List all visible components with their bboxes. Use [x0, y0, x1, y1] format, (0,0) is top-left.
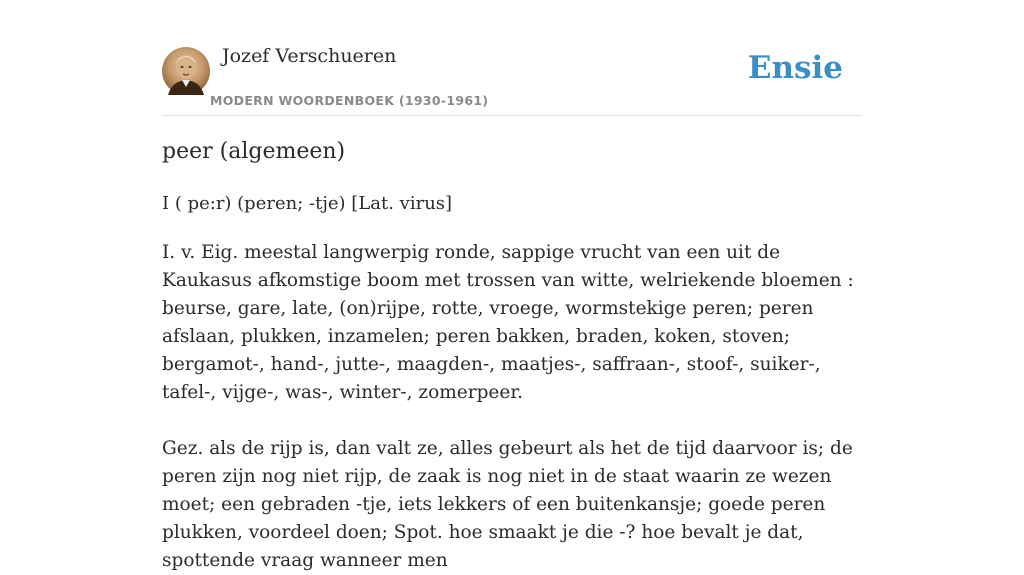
- brand-logo[interactable]: Ensie: [747, 50, 843, 86]
- entry-definition: [162, 239, 872, 575]
- header: [162, 0, 862, 116]
- definition-paragraph: Gez. als de rijp is, dan valt ze, alles gebeurt als het de tijd daarvoor is; de peren zijn nog niet rijp, de zaak is nog niet in de staat waarin ze wezen moet; een gebraden -tje, iets lekkers of een buitenkansje; goede peren plukken, voordeel doen; Spot. hoe smaakt je die -? hoe bevalt je dat, spottende vraag wanneer men: [162, 438, 853, 571]
- definition-paragraph: I. v. Eig. meestal langwerpig ronde, sappige vrucht van een uit de Kaukasus afkomstige boom met trossen van witte, welriekende bloemen : beurse, gare, late, (on)rijpe, rotte, vroege, wormstekige peren; peren afslaan, plukken, inzamelen; peren bakken, braden, koken, stoven; bergamot-, hand-, jutte-, maagden-, maatjes-, saffraan-, stoof-, suiker-, tafel-, vijge-, was-, winter-, zomerpeer.: [162, 242, 854, 403]
- author-avatar[interactable]: [162, 47, 210, 95]
- dictionary-page: [162, 0, 862, 571]
- portrait-icon: [162, 47, 210, 95]
- entry-pronunciation: I ( pe:r) (peren; -tje) [Lat. virus]: [162, 193, 453, 214]
- entry-title: peer (algemeen): [162, 139, 346, 164]
- source-label[interactable]: MODERN WOORDENBOEK (1930-1961): [210, 93, 489, 108]
- author-name[interactable]: Jozef Verschueren: [222, 45, 397, 67]
